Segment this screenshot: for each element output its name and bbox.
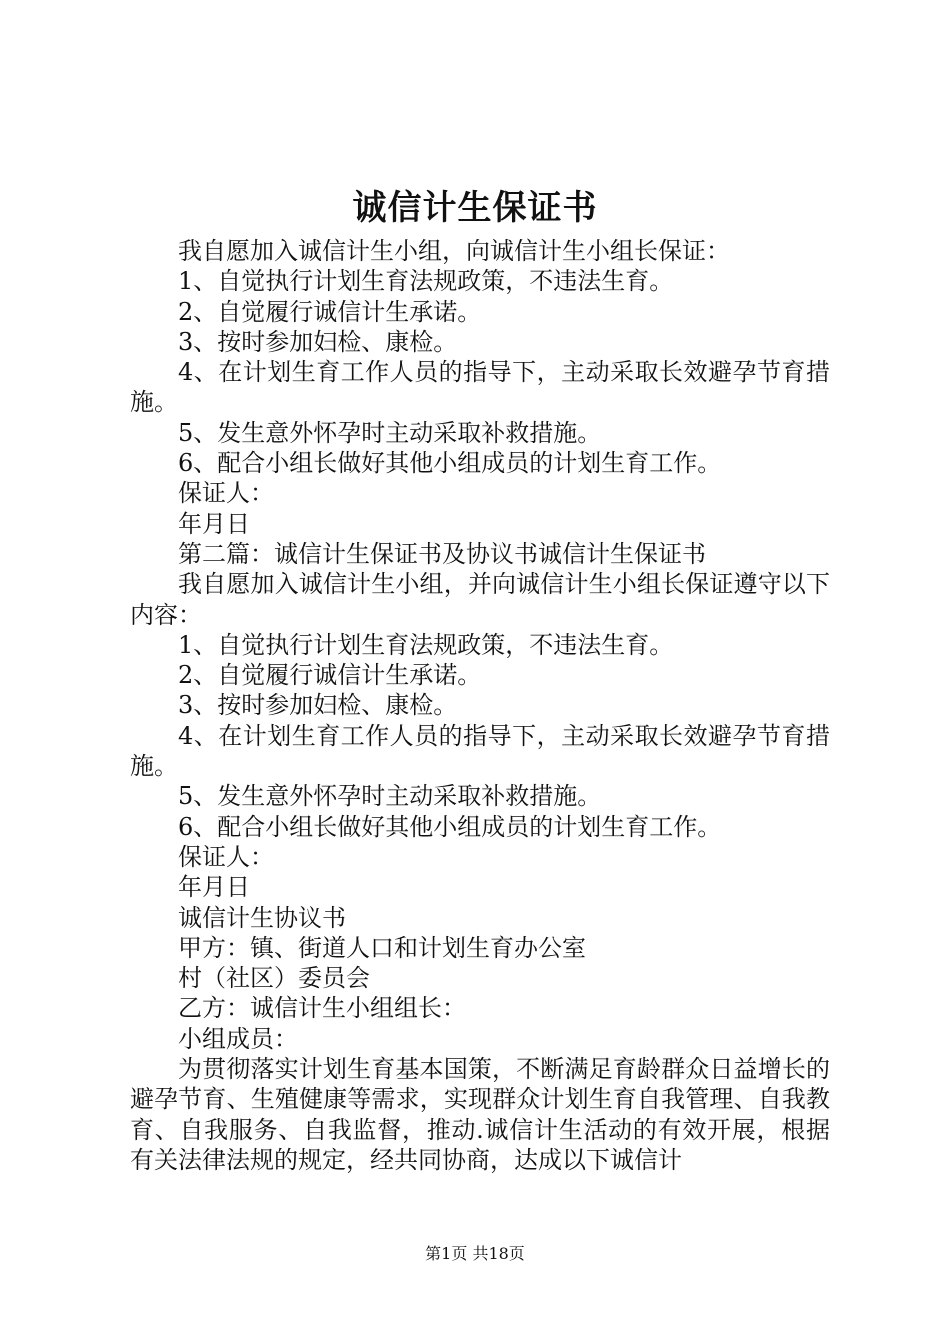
paragraph: 年月日 — [178, 873, 250, 902]
paragraph: 3、按时参加妇检、康检。 — [178, 691, 458, 720]
paragraph: 我自愿加入诚信计生小组，向诚信计生小组长保证： — [178, 237, 730, 265]
paragraph: 5、发生意外怀孕时主动采取补救措施。 — [178, 418, 602, 447]
paragraph: 保证人： — [178, 842, 274, 871]
paragraph: 乙方：诚信计生小组组长： — [178, 994, 466, 1023]
paragraph: 1、自觉执行计划生育法规政策，不违法生育。 — [178, 267, 674, 296]
page-number: 第1页 共18页 — [425, 1244, 525, 1263]
paragraph: 第二篇：诚信计生保证书及协议书诚信计生保证书 — [178, 539, 706, 568]
paragraph: 村（社区）委员会 — [178, 964, 370, 993]
paragraph: 为贯彻落实计划生育基本国策，不断满足育龄群众日益增长的避孕节育、生殖健康等需求，实现群众计划生育自我管理、自我教育、自我服务、自我监督，推动.诚信计生活动的有效开展，根据有关法律法规的规定，经共同协商，达成以下诚信计 — [130, 1055, 830, 1174]
paragraph: 5、发生意外怀孕时主动采取补救措施。 — [178, 782, 602, 811]
paragraph: 保证人： — [178, 479, 274, 508]
paragraph: 我自愿加入诚信计生小组，并向诚信计生小组长保证遵守以下内容： — [130, 570, 830, 629]
paragraph: 4、在计划生育工作人员的指导下，主动采取长效避孕节育措施。 — [130, 721, 830, 781]
paragraph: 诚信计生协议书 — [178, 903, 346, 932]
paragraph: 4、在计划生育工作人员的指导下，主动采取长效避孕节育措施。 — [130, 358, 830, 417]
paragraph: 甲方：镇、街道人口和计划生育办公室 — [178, 933, 586, 962]
paragraph: 年月日 — [178, 509, 250, 538]
paragraph: 1、自觉执行计划生育法规政策，不违法生育。 — [178, 630, 674, 659]
paragraph: 2、自觉履行诚信计生承诺。 — [178, 661, 482, 690]
document-body — [130, 236, 830, 1175]
paragraph: 小组成员： — [178, 1024, 298, 1053]
paragraph: 6、配合小组长做好其他小组成员的计划生育工作。 — [178, 812, 722, 841]
paragraph: 2、自觉履行诚信计生承诺。 — [178, 297, 482, 326]
paragraph: 6、配合小组长做好其他小组成员的计划生育工作。 — [178, 449, 722, 478]
document-title: 诚信计生保证书 — [352, 188, 598, 228]
paragraph: 3、按时参加妇检、康检。 — [178, 327, 458, 356]
